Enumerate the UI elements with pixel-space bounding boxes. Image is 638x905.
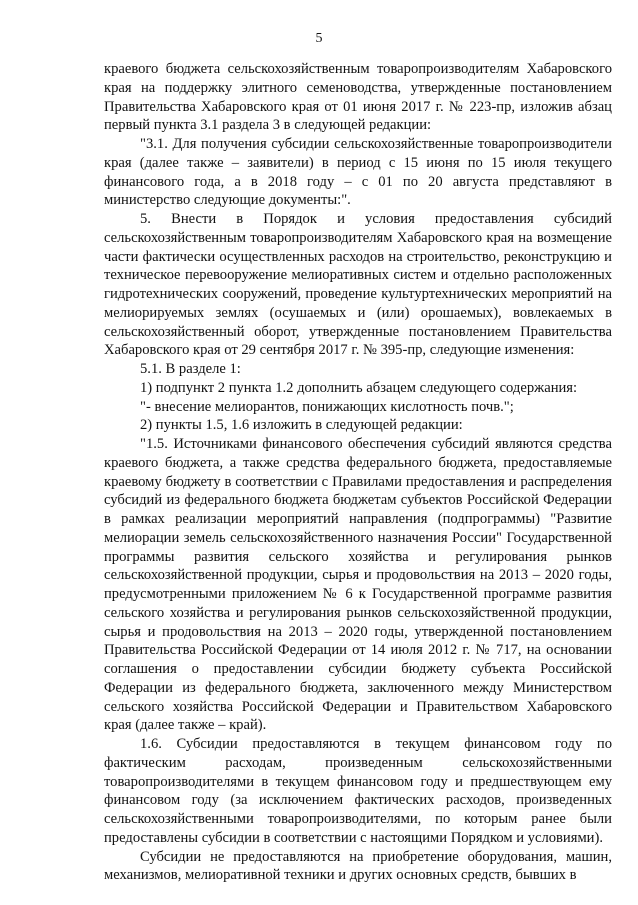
paragraph-item-5-1: 5.1. В разделе 1:	[140, 361, 241, 377]
paragraph-subsidies-exclusion: Субсидии не предоставляются на приобретение оборудования, машин, механизмов, мелиоративной техники и других основных средств, бывших в	[104, 848, 612, 884]
paragraph-quote-3-1: "3.1. Для получения субсидии сельскохозяйственные товаропроизводители края (далее также – заявители) в период с 15 июня по 15 июля текущего финансового года, а в 2018 году – с 01 по 20 августа представляют в министерство следующие документы:".	[104, 136, 612, 209]
paragraph-item-1-6: 1.6. Субсидии предоставляются в текущем финансовом году по фактическим расходам, произведенным сельскохозяйственными товаропроизводителями в текущем финансовом году и предшествующем ему финансовом году (за исключением фактических расходов, произведенных сельскохозяйственными товаропроизводителями, по которым ранее были предоставлены субсидии в соответствии с настоящими Порядком и условиями).	[104, 736, 612, 846]
document-body	[104, 60, 612, 885]
paragraph-subitem-2: 2) пункты 1.5, 1.6 изложить в следующей редакции:	[140, 417, 463, 434]
paragraph-quote-1-5: "1.5. Источниками финансового обеспечения субсидий являются средства краевого бюджета, а также средства федерального бюджета, предоставляемые краевому бюджету в соответствии с Правилами предоставления и распределения субсидий из федерального бюджета бюджетам субъектов Российской Федерации в рамках реализации мероприятий направления (подпрограммы) "Развитие мелиорации земель сельскохозяйственного назначения России" Государственной программы развития сельского хозяйства и регулирования рынков сельскохозяйственной продукции, сырья и продовольствия на 2013 – 2020 годы, предусмотренными приложением № 6 к Государственной программе развития сельского хозяйства и регулирования рынков сельскохозяйственной продукции, сырья и продовольствия на 2013 – 2020 годы, утвержденной постановлением Правительства Российской Федерации от 14 июля 2012 г. № 717, на основании соглашения о предоставлении субсидии бюджету субъекта Российской Федерации из федерального бюджета, заключенного между Министерством сельского хозяйства Российской Федерации и Правительством Хабаровского края (далее также – край).	[104, 436, 612, 734]
paragraph-quote-meliorants: "- внесение мелиорантов, понижающих кислотность почв.";	[140, 398, 514, 415]
paragraph-subitem-1: 1) подпункт 2 пункта 1.2 дополнить абзацем следующего содержания:	[140, 379, 578, 396]
paragraph-item-5: 5. Внести в Порядок и условия предоставления субсидий сельскохозяйственным товаропроизводителям Хабаровского края на возмещение части фактически осуществленных расходов на строительство, реконструкцию и техническое перевооружение мелиоративных систем и отдельно расположенных гидротехнических сооружений, проведение культуртехнических мероприятий на мелиорируемых землях (осушаемых и (или) орошаемых), вовлекаемых в сельскохозяйственный оборот, утвержденные постановлением Правительства Хабаровского края от 29 сентября 2017 г. № 395-пр, следующие изменения:	[104, 211, 612, 359]
page-number: 5	[315, 31, 323, 46]
paragraph-continuation: краевого бюджета сельскохозяйственным товаропроизводителям Хабаровского края на поддержку элитного семеноводства, утвержденные постановлением Правительства Хабаровского края от 01 июня 2017 г. № 223-пр, изложив абзац первый пункта 3.1 раздела 3 в следующей редакции:	[104, 61, 612, 134]
